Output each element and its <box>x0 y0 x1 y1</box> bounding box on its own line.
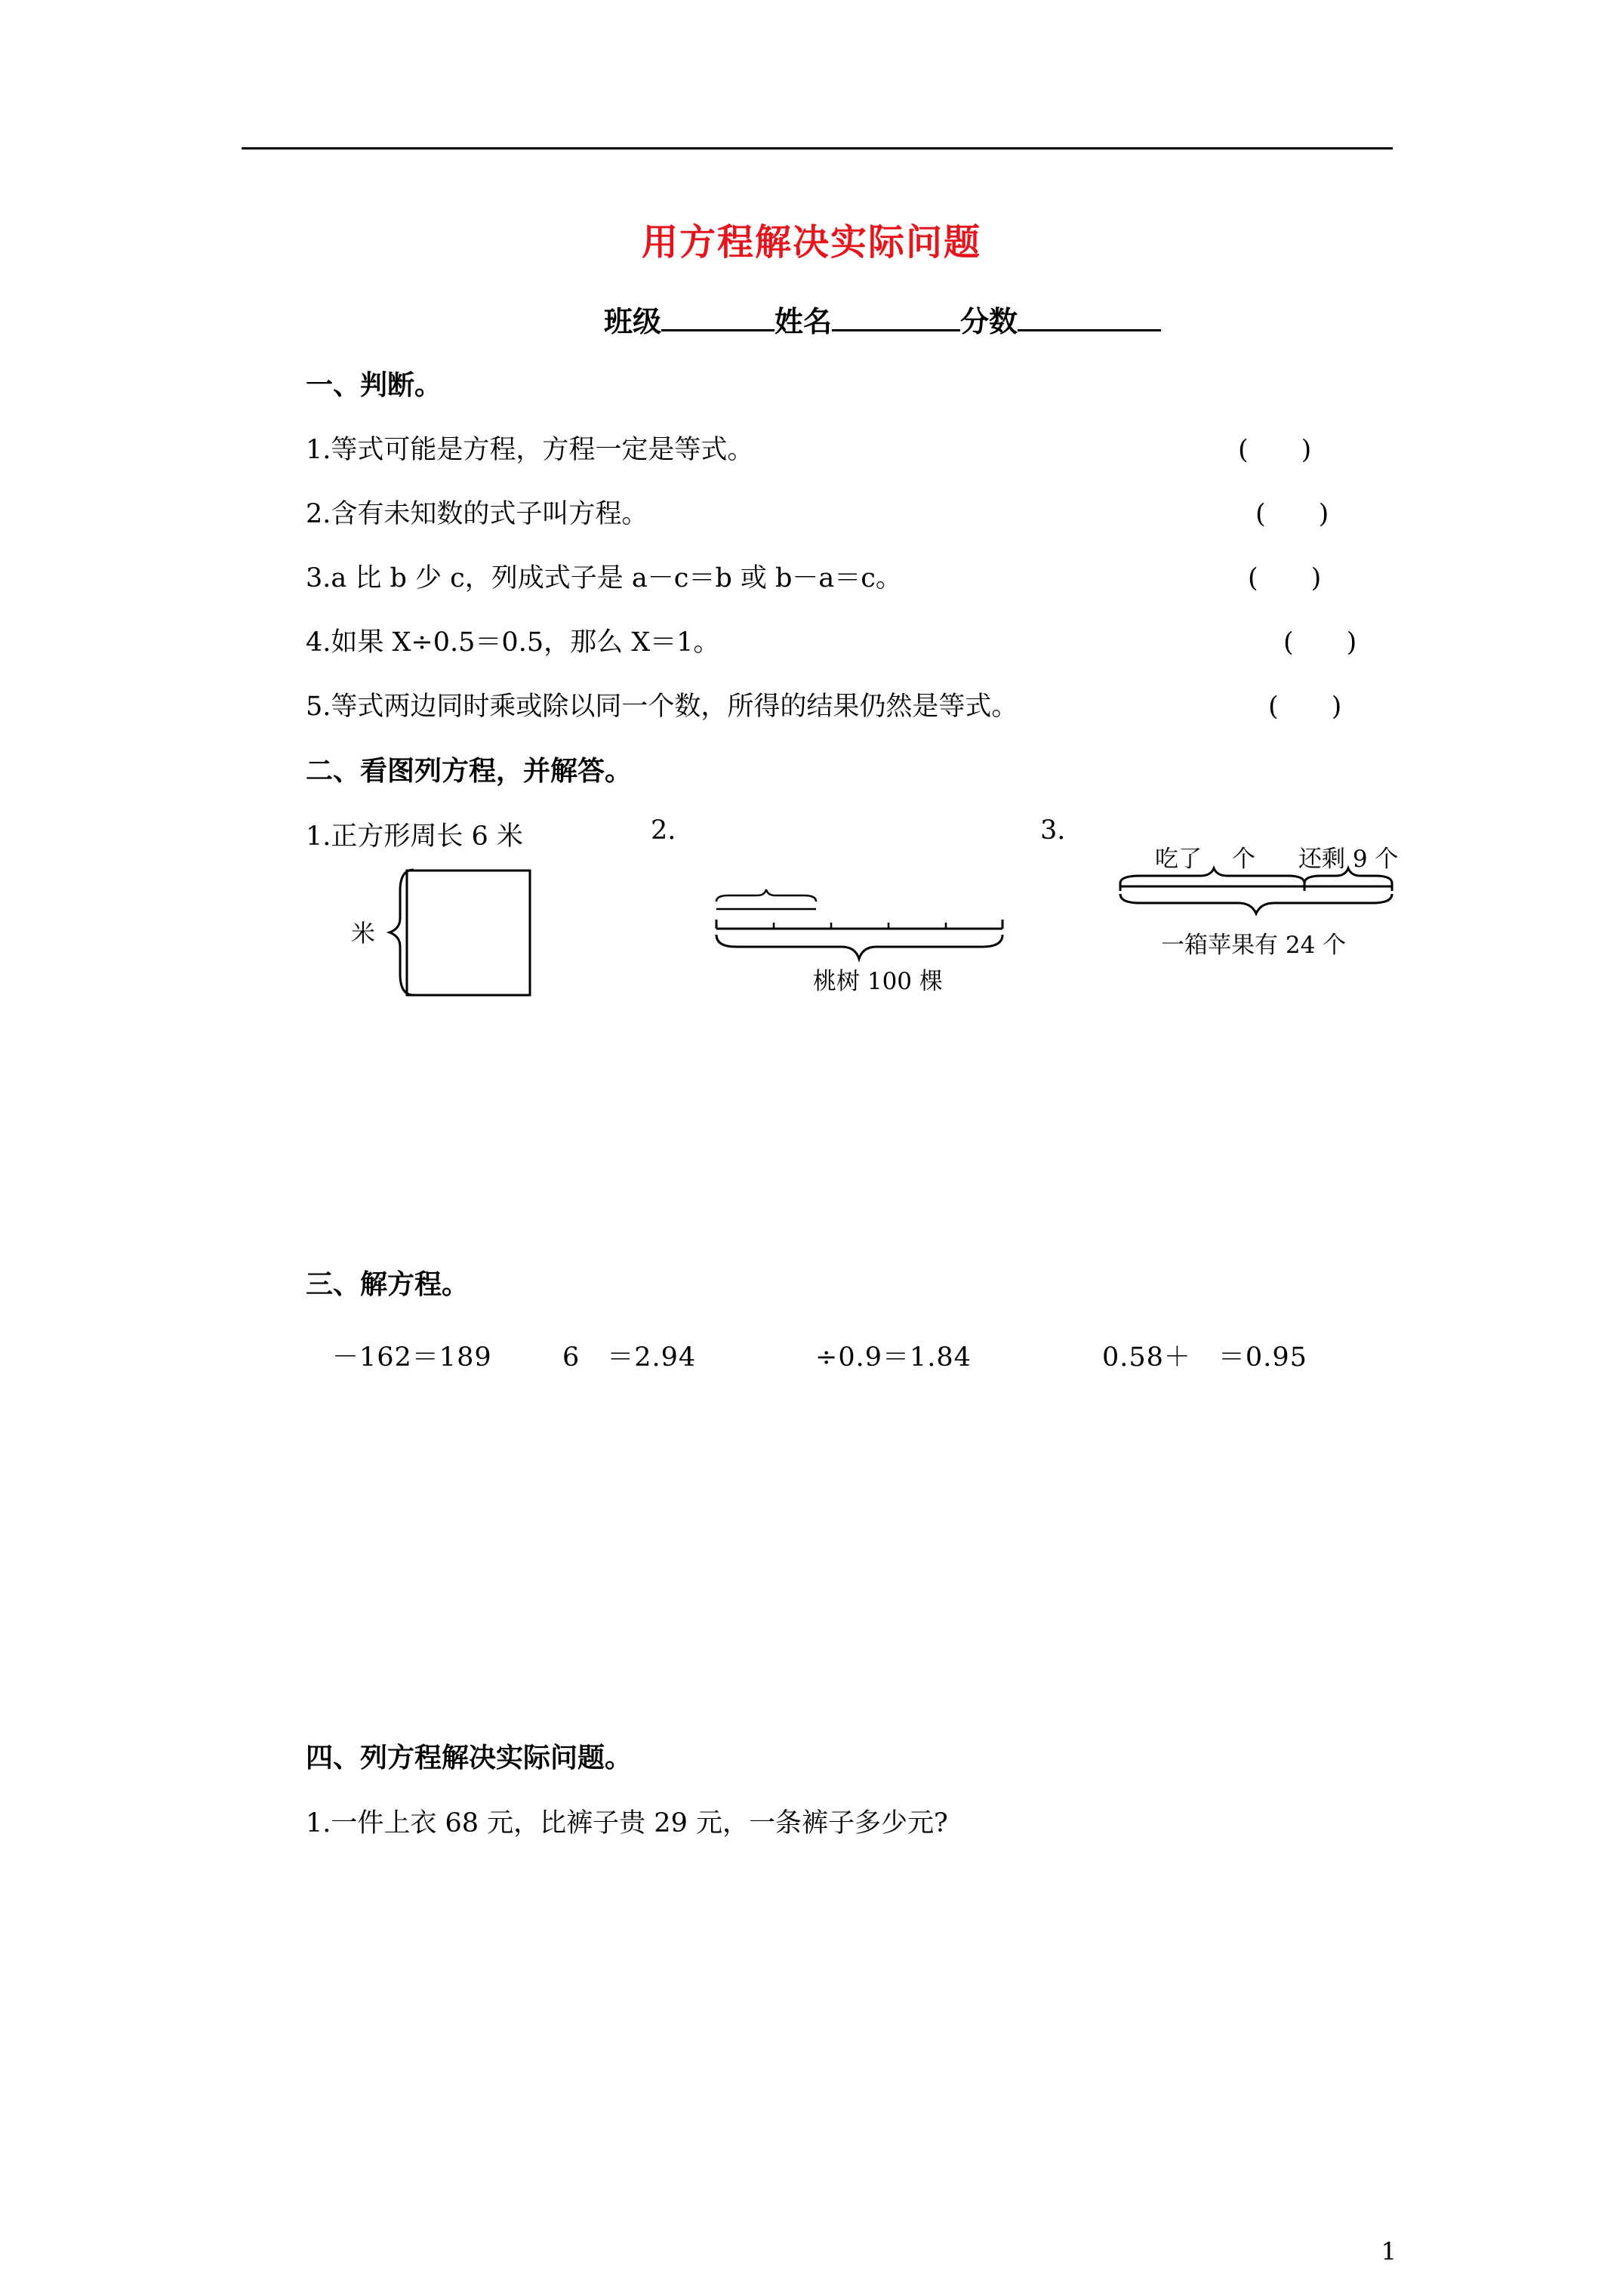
student-info-line <box>604 298 1161 340</box>
apple-total-label: 一箱苹果有 24 个 <box>1161 932 1347 959</box>
apple-total-brace <box>1120 894 1392 914</box>
class-blank[interactable] <box>661 307 775 331</box>
square-side-label: 米 <box>351 919 376 948</box>
page-number: 1 <box>1381 2237 1397 2266</box>
square-figure <box>332 861 559 1004</box>
left-label: 还剩 9 个 <box>1298 846 1399 873</box>
equation-1: －162＝189 <box>332 1342 492 1373</box>
word-problem-1: 1.一件上衣 68 元，比裤子贵 29 元，一条裤子多少元? <box>306 1808 948 1838</box>
answer-paren-5[interactable]: ( ) <box>1268 692 1342 722</box>
answer-paren-1[interactable]: ( ) <box>1238 435 1312 465</box>
eaten-label: 吃了 <box>1155 846 1202 873</box>
class-label: 班级 <box>604 304 662 338</box>
judge-item-4: 4.如果 X÷0.5＝0.5，那么 X＝1。 <box>306 627 720 658</box>
name-label: 姓名 <box>775 304 833 338</box>
answer-paren-4[interactable]: ( ) <box>1283 627 1357 658</box>
judge-item-3: 3.a 比 b 少 c，列成式子是 a－c＝b 或 b－a＝c。 <box>306 563 902 593</box>
equation-2: 6 ＝2.94 <box>562 1342 697 1373</box>
header-rule <box>242 147 1393 149</box>
section1-heading: 一、判断。 <box>306 369 442 401</box>
score-label: 分数 <box>960 304 1018 338</box>
apple-box-diagram <box>1110 840 1412 968</box>
score-blank[interactable] <box>1018 307 1161 331</box>
section3-heading: 三、解方程。 <box>306 1268 470 1300</box>
eaten-unit: 个 <box>1232 846 1255 873</box>
fig2-number: 2. <box>651 815 676 846</box>
square-side-brace <box>390 870 414 995</box>
peach-total-label: 桃树 100 棵 <box>813 968 943 995</box>
peach-tree-diagram <box>706 883 1015 1004</box>
equation-3: ÷0.9＝1.84 <box>815 1342 972 1373</box>
judge-item-5: 5.等式两边同时乘或除以同一个数，所得的结果仍然是等式。 <box>306 692 1018 722</box>
name-blank[interactable] <box>832 307 960 331</box>
judge-item-2: 2.含有未知数的式子叫方程。 <box>306 499 648 529</box>
section2-heading: 二、看图列方程，并解答。 <box>306 755 633 787</box>
judge-item-1: 1.等式可能是方程，方程一定是等式。 <box>306 435 754 465</box>
page-title: 用方程解决实际问题 <box>641 221 981 264</box>
answer-paren-3[interactable]: ( ) <box>1248 563 1322 593</box>
equation-4: 0.58＋ ＝0.95 <box>1102 1342 1307 1373</box>
answer-paren-2[interactable]: ( ) <box>1255 499 1329 529</box>
one-segment-brace <box>716 889 816 901</box>
eaten-brace <box>1120 868 1304 883</box>
fig1-caption: 1.正方形周长 6 米 <box>306 821 523 852</box>
fig3-number: 3. <box>1040 815 1066 846</box>
total-brace <box>716 935 1002 959</box>
section4-heading: 四、列方程解决实际问题。 <box>306 1742 633 1774</box>
square-shape <box>407 871 530 995</box>
